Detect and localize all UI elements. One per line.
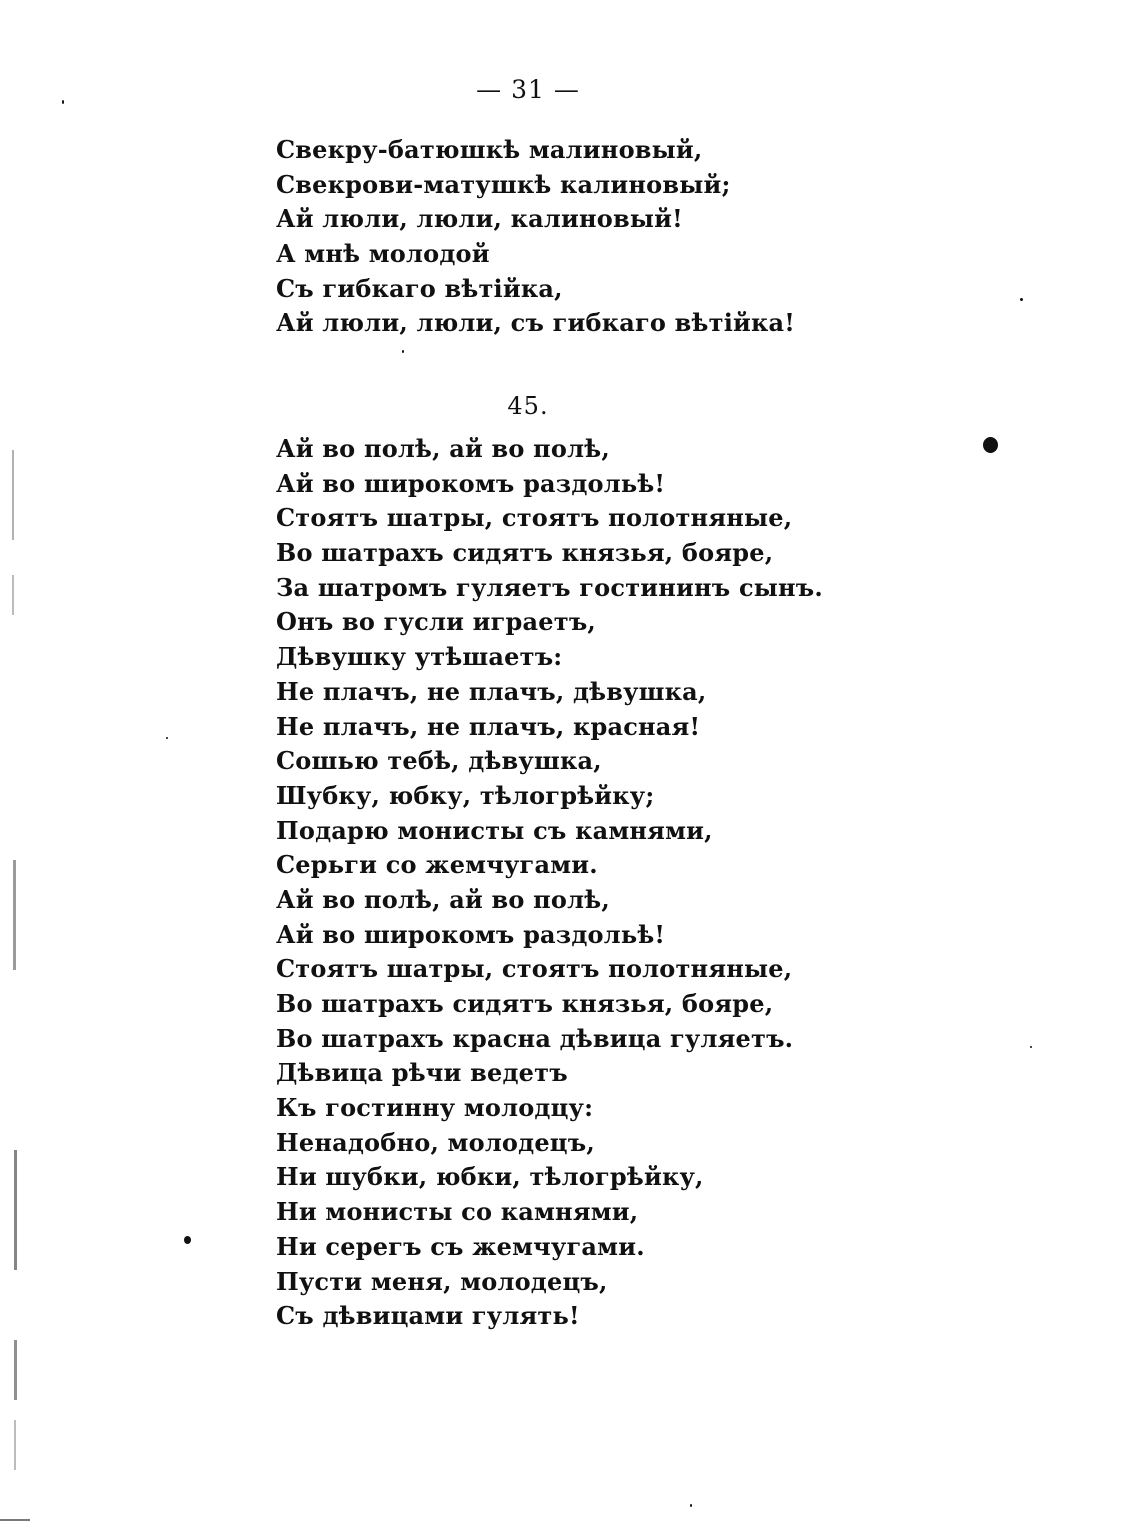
verse-line: Ай во широкомъ раздольѣ! (276, 919, 666, 949)
binding-edge-mark (12, 450, 14, 540)
verse-line: Ни серегъ съ жемчугами. (276, 1231, 645, 1261)
verse-line: Во шатрахъ красна дѣвица гуляетъ. (276, 1023, 794, 1053)
verse-line: Къ гостинну молодцу: (276, 1093, 594, 1123)
binding-edge-mark (12, 575, 14, 615)
ink-speck (402, 350, 404, 353)
verse-line: Серьги со жемчугами. (276, 850, 598, 880)
verse-line: Ай во полѣ, ай во полѣ, (276, 884, 610, 914)
verse-line: Сошью тебѣ, дѣвушка, (276, 746, 602, 776)
binding-edge-mark (14, 1150, 17, 1270)
verse-line: Онъ во гусли играетъ, (276, 607, 596, 637)
binding-edge-mark (14, 1340, 17, 1400)
page-number: — 31 — (476, 75, 580, 104)
verse-line: Во шатрахъ сидятъ князья, бояре, (276, 989, 774, 1018)
binding-edge-mark (13, 860, 16, 970)
verse-line: Не плачъ, не плачъ, дѣвушка, (276, 676, 707, 706)
verse-line: Ни монисты со камнями, (276, 1197, 639, 1227)
song-verse-block (276, 432, 823, 1334)
verse-line: Дѣвушку утѣшаетъ: (276, 642, 563, 672)
ink-speck (1020, 298, 1023, 301)
verse-line: Съ гибкаго вѣтійка, (276, 273, 563, 303)
ink-speck (62, 100, 64, 104)
verse-line: Стоятъ шатры, стоятъ полотняные, (276, 954, 793, 984)
verse-line: Подарю монисты съ камнями, (276, 815, 713, 845)
binding-edge-mark (0, 1519, 30, 1521)
verse-line: Во шатрахъ сидятъ князья, бояре, (276, 538, 774, 568)
verse-line: Ненадобно, молодецъ, (276, 1127, 595, 1157)
verse-line: Свекрови-матушкѣ калиновый; (276, 169, 731, 199)
ink-speck (690, 1504, 692, 1507)
verse-line: Ай люли, люли, съ гибкаго вѣтійка! (276, 308, 796, 338)
verse-line: Шубку, юбку, тѣлогрѣйку; (276, 780, 655, 810)
ink-speck (1030, 1046, 1032, 1048)
verse-line: Ай во широкомъ раздольѣ! (276, 468, 666, 498)
verse-line: Свекру-батюшкѣ малиновый, (276, 135, 703, 164)
continuation-verse-block (276, 133, 795, 341)
verse-line: А мнѣ молодой (276, 239, 490, 269)
verse-line: Пусти меня, молодецъ, (276, 1266, 608, 1296)
verse-line: Дѣвица рѣчи ведетъ (276, 1058, 568, 1088)
ink-speck (166, 737, 168, 739)
ink-speck (983, 437, 998, 453)
verse-line: Стоятъ шатры, стоятъ полотняные, (276, 503, 793, 533)
verse-line: Съ дѣвицами гулять! (276, 1301, 580, 1331)
verse-line: Ни шубки, юбки, тѣлогрѣйку, (276, 1162, 704, 1192)
song-number: 45. (507, 392, 549, 420)
ink-speck (184, 1236, 191, 1244)
verse-line: Ай во полѣ, ай во полѣ, (276, 434, 610, 463)
verse-line: За шатромъ гуляетъ гостининъ сынъ. (276, 572, 823, 602)
binding-edge-mark (14, 1420, 16, 1470)
verse-line: Не плачъ, не плачъ, красная! (276, 711, 701, 741)
verse-line: Ай люли, люли, калиновый! (276, 204, 683, 234)
